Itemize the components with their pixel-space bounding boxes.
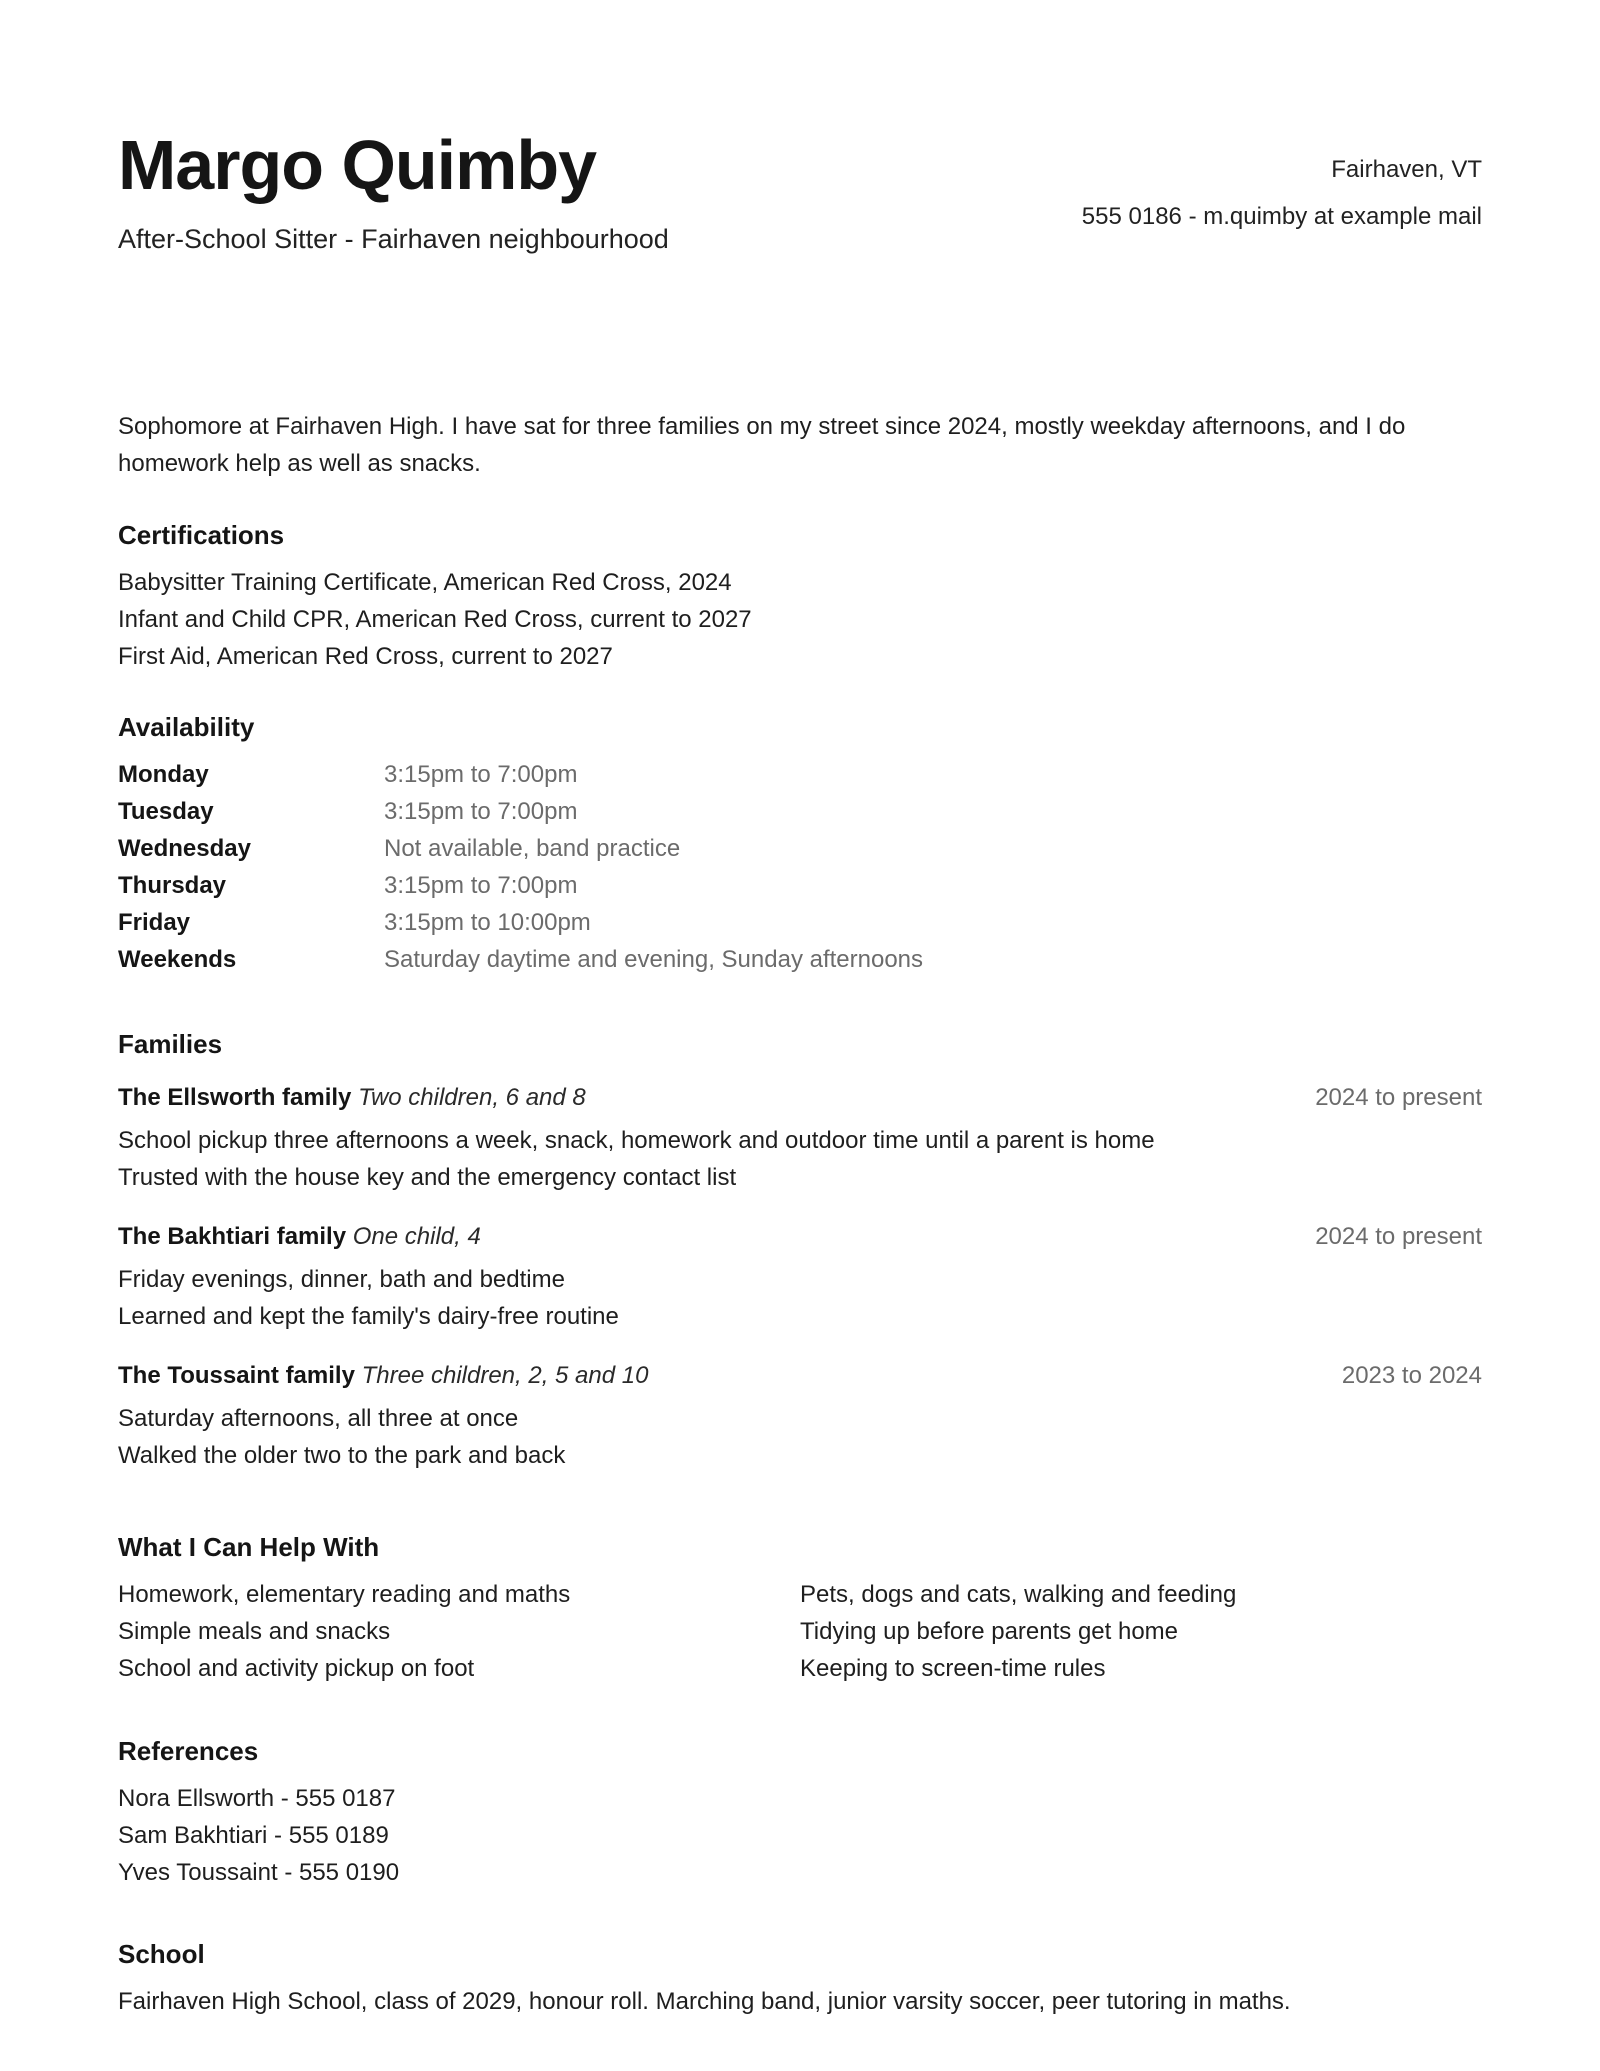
help-item: Keeping to screen-time rules bbox=[800, 1655, 1106, 1682]
section-title-school: School bbox=[118, 1939, 205, 1969]
family-entry bbox=[118, 1219, 1482, 1335]
family-detail-line: Walked the older two to the park and back bbox=[118, 1442, 566, 1469]
availability-time: Saturday daytime and evening, Sunday afternoons bbox=[384, 946, 924, 973]
contact-text: 555 0186 - m.quimby at example mail bbox=[1081, 203, 1482, 230]
family-title bbox=[118, 1358, 648, 1394]
section-title-certifications: Certifications bbox=[118, 520, 285, 550]
help-column-right bbox=[800, 1576, 1482, 1687]
family-header bbox=[118, 1219, 1482, 1255]
availability-row bbox=[118, 904, 1482, 941]
applicant-name: Margo Quimby bbox=[118, 126, 597, 204]
summary-paragraph: Sophomore at Fairhaven High. I have sat for three families on my street since 2024, mostly weekday afternoons, and I do homework help as well as snacks. bbox=[118, 413, 1406, 477]
reference-item: Nora Ellsworth - 555 0187 bbox=[118, 1785, 396, 1812]
resume-header bbox=[118, 118, 1482, 268]
availability-time: 3:15pm to 10:00pm bbox=[384, 909, 591, 936]
family-dates: 2024 to present bbox=[1315, 1084, 1482, 1111]
section-title-availability: Availability bbox=[118, 712, 255, 742]
reference-item: Sam Bakhtiari - 555 0189 bbox=[118, 1822, 389, 1849]
family-details bbox=[118, 1400, 1482, 1474]
help-item: Pets, dogs and cats, walking and feeding bbox=[800, 1581, 1237, 1608]
families-section bbox=[118, 1029, 1482, 1474]
contact-block bbox=[1082, 146, 1482, 240]
family-name: The Toussaint family bbox=[118, 1362, 355, 1389]
availability-row bbox=[118, 756, 1482, 793]
section-title-families: Families bbox=[118, 1029, 223, 1059]
family-title bbox=[118, 1219, 481, 1255]
help-item: Homework, elementary reading and maths bbox=[118, 1581, 571, 1608]
section-title-references: References bbox=[118, 1736, 259, 1766]
family-header bbox=[118, 1080, 1482, 1116]
family-name: The Ellsworth family bbox=[118, 1084, 352, 1111]
applicant-role: After-School Sitter - Fairhaven neighbourhood bbox=[118, 224, 669, 254]
location-text: Fairhaven, VT bbox=[1331, 156, 1482, 183]
availability-row bbox=[118, 867, 1482, 904]
availability-day: Wednesday bbox=[118, 835, 251, 862]
availability-section bbox=[118, 712, 1482, 978]
availability-time: 3:15pm to 7:00pm bbox=[384, 761, 578, 788]
help-item: Simple meals and snacks bbox=[118, 1618, 391, 1645]
availability-row bbox=[118, 793, 1482, 830]
availability-table bbox=[118, 756, 1482, 978]
certification-item: First Aid, American Red Cross, current to 2027 bbox=[118, 643, 613, 670]
help-columns bbox=[118, 1576, 1482, 1687]
family-detail-line: Learned and kept the family's dairy-free routine bbox=[118, 1303, 619, 1330]
section-title-help: What I Can Help With bbox=[118, 1532, 380, 1562]
family-children: Three children, 2, 5 and 10 bbox=[361, 1362, 649, 1389]
references-list bbox=[118, 1780, 1482, 1891]
family-detail-line: Friday evenings, dinner, bath and bedtime bbox=[118, 1266, 565, 1293]
help-column-left bbox=[118, 1576, 800, 1687]
certifications-list bbox=[118, 564, 1482, 675]
certifications-section bbox=[118, 520, 1482, 675]
help-item: School and activity pickup on foot bbox=[118, 1655, 475, 1682]
family-name: The Bakhtiari family bbox=[118, 1223, 347, 1250]
family-detail-line: Trusted with the house key and the emergency contact list bbox=[118, 1164, 737, 1191]
family-dates: 2023 to 2024 bbox=[1341, 1362, 1482, 1389]
availability-day: Monday bbox=[118, 761, 209, 788]
family-title bbox=[118, 1080, 586, 1116]
availability-row bbox=[118, 830, 1482, 867]
family-entry bbox=[118, 1358, 1482, 1474]
certification-item: Babysitter Training Certificate, American Red Cross, 2024 bbox=[118, 569, 732, 596]
school-section bbox=[118, 1939, 1482, 2020]
family-details bbox=[118, 1122, 1482, 1196]
availability-day: Tuesday bbox=[118, 798, 214, 825]
family-detail-line: School pickup three afternoons a week, snack, homework and outdoor time until a parent is home bbox=[118, 1127, 1155, 1154]
family-entry bbox=[118, 1080, 1482, 1196]
help-section bbox=[118, 1532, 1482, 1687]
school-text: Fairhaven High School, class of 2029, honour roll. Marching band, junior varsity soccer, peer tutoring in maths. bbox=[118, 1988, 1291, 2015]
family-detail-line: Saturday afternoons, all three at once bbox=[118, 1405, 519, 1432]
availability-time: Not available, band practice bbox=[384, 835, 681, 862]
family-dates: 2024 to present bbox=[1315, 1223, 1482, 1250]
availability-day: Thursday bbox=[118, 872, 227, 899]
availability-day: Friday bbox=[118, 909, 191, 936]
family-header bbox=[118, 1358, 1482, 1394]
family-details bbox=[118, 1261, 1482, 1335]
references-section bbox=[118, 1736, 1482, 1891]
certification-item: Infant and Child CPR, American Red Cross, current to 2027 bbox=[118, 606, 752, 633]
reference-item: Yves Toussaint - 555 0190 bbox=[118, 1859, 400, 1886]
resume-page bbox=[118, 118, 1482, 2020]
availability-row bbox=[118, 941, 1482, 978]
help-item: Tidying up before parents get home bbox=[800, 1618, 1179, 1645]
availability-day: Weekends bbox=[118, 946, 237, 973]
availability-time: 3:15pm to 7:00pm bbox=[384, 872, 578, 899]
availability-time: 3:15pm to 7:00pm bbox=[384, 798, 578, 825]
family-children: Two children, 6 and 8 bbox=[358, 1084, 586, 1111]
family-children: One child, 4 bbox=[352, 1223, 481, 1250]
